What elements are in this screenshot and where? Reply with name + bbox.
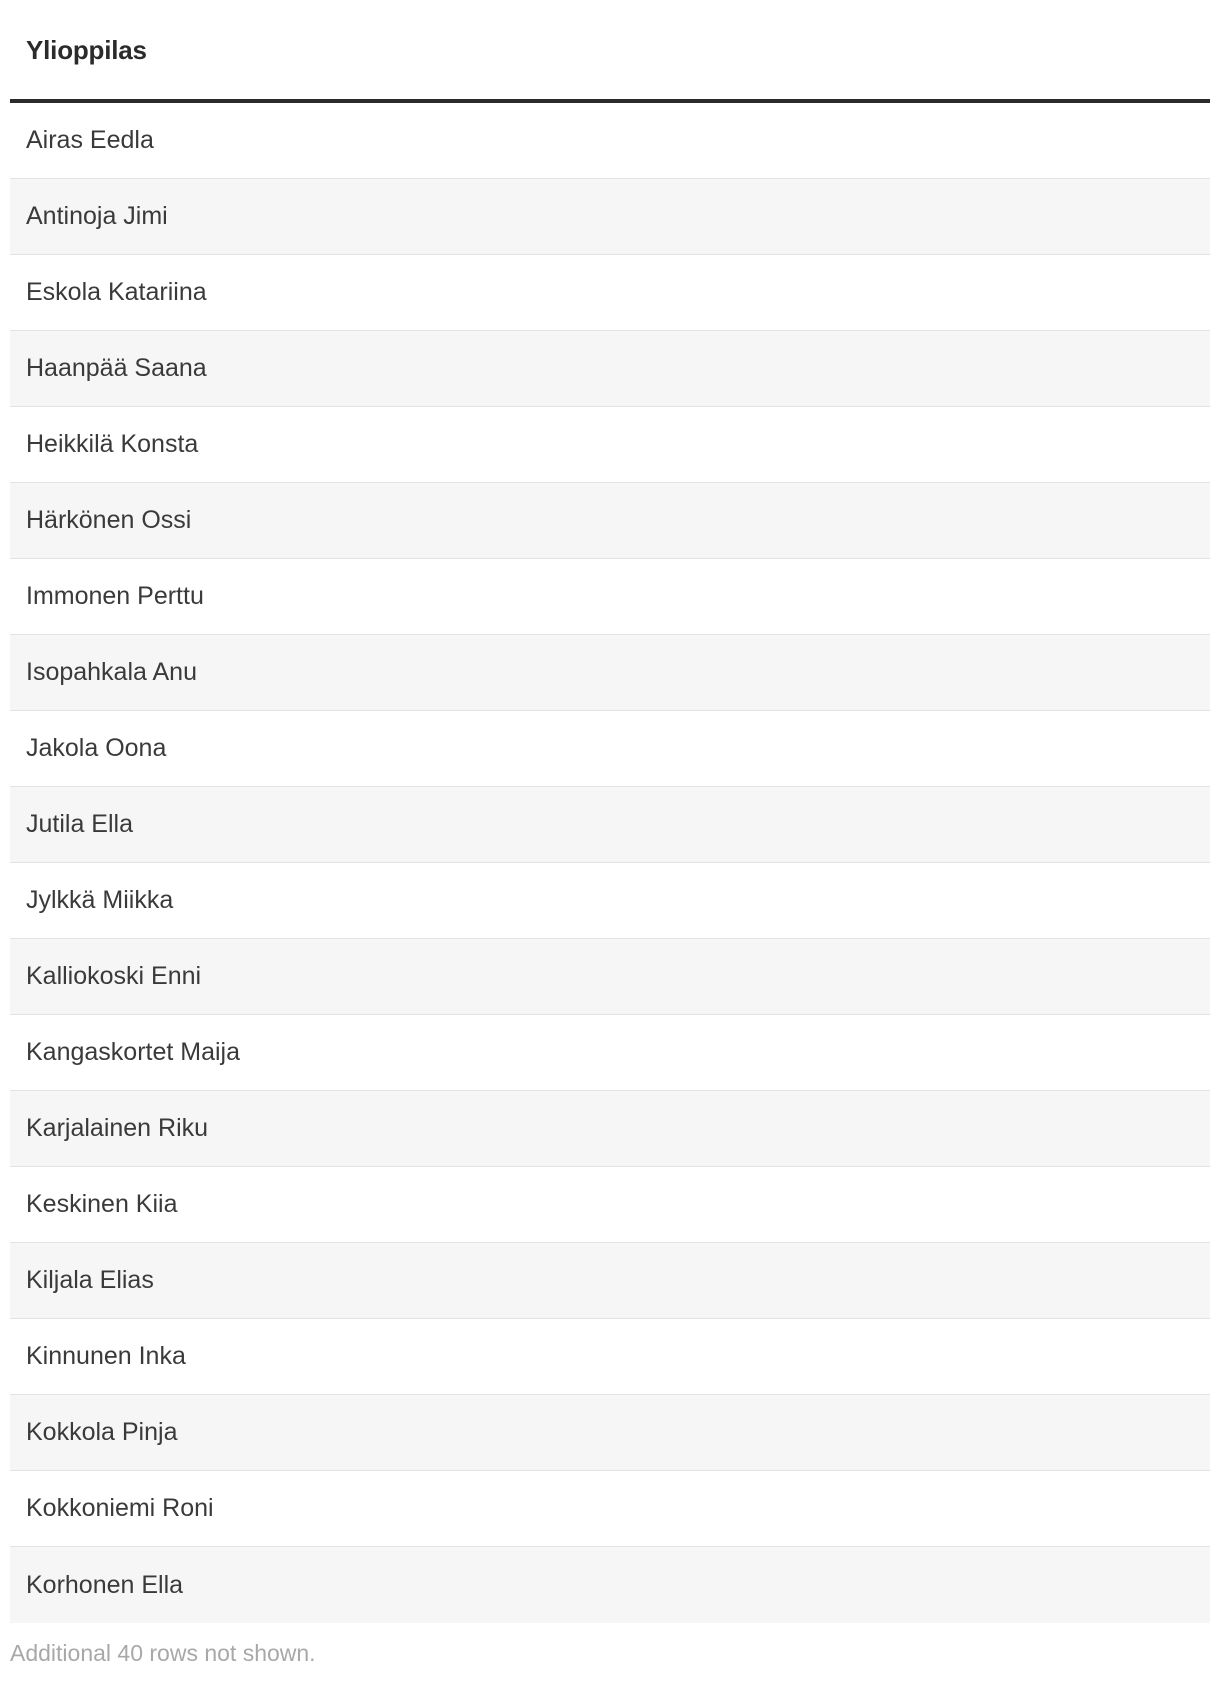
row-cell: Antinoja Jimi (26, 202, 168, 230)
column-header-label: Ylioppilas (26, 35, 147, 65)
table-row (10, 1091, 1210, 1167)
table-row (10, 1015, 1210, 1091)
table-row (10, 711, 1210, 787)
table-row (10, 1319, 1210, 1395)
row-cell: Airas Eedla (26, 126, 154, 154)
row-cell: Heikkilä Konsta (26, 430, 199, 458)
table-row (10, 559, 1210, 635)
row-cell: Isopahkala Anu (26, 658, 197, 686)
row-cell: Kalliokoski Enni (26, 962, 202, 990)
row-cell: Jakola Oona (26, 734, 167, 762)
row-cell: Kinnunen Inka (26, 1342, 186, 1370)
table-row (10, 103, 1210, 179)
row-cell: Eskola Katariina (26, 278, 207, 306)
table-row (10, 1167, 1210, 1243)
row-cell: Immonen Perttu (26, 582, 204, 610)
rows-not-shown-note: Additional 40 rows not shown. (10, 1640, 316, 1666)
row-cell: Kiljala Elias (26, 1266, 154, 1294)
row-cell: Keskinen Kiia (26, 1190, 178, 1218)
row-cell: Karjalainen Riku (26, 1114, 209, 1142)
table-row (10, 255, 1210, 331)
row-cell: Jutila Ella (26, 810, 133, 838)
row-cell: Kangaskortet Maija (26, 1038, 241, 1066)
table-row (10, 939, 1210, 1015)
row-cell: Kokkoniemi Roni (26, 1494, 214, 1522)
row-cell: Korhonen Ella (26, 1570, 184, 1599)
table-row (10, 331, 1210, 407)
table-row (10, 179, 1210, 255)
row-cell: Härkönen Ossi (26, 506, 192, 534)
table-row (10, 787, 1210, 863)
table-row (10, 1243, 1210, 1319)
row-cell: Haanpää Saana (26, 354, 207, 382)
table-row (10, 1395, 1210, 1471)
column-header (10, 0, 1210, 103)
students-table (10, 0, 1210, 1623)
table-row (10, 1547, 1210, 1623)
row-cell: Kokkola Pinja (26, 1418, 178, 1446)
table-row (10, 635, 1210, 711)
table-row (10, 863, 1210, 939)
table-row (10, 1471, 1210, 1547)
table-row (10, 483, 1210, 559)
table-row (10, 407, 1210, 483)
row-cell: Jylkkä Miikka (26, 886, 174, 914)
